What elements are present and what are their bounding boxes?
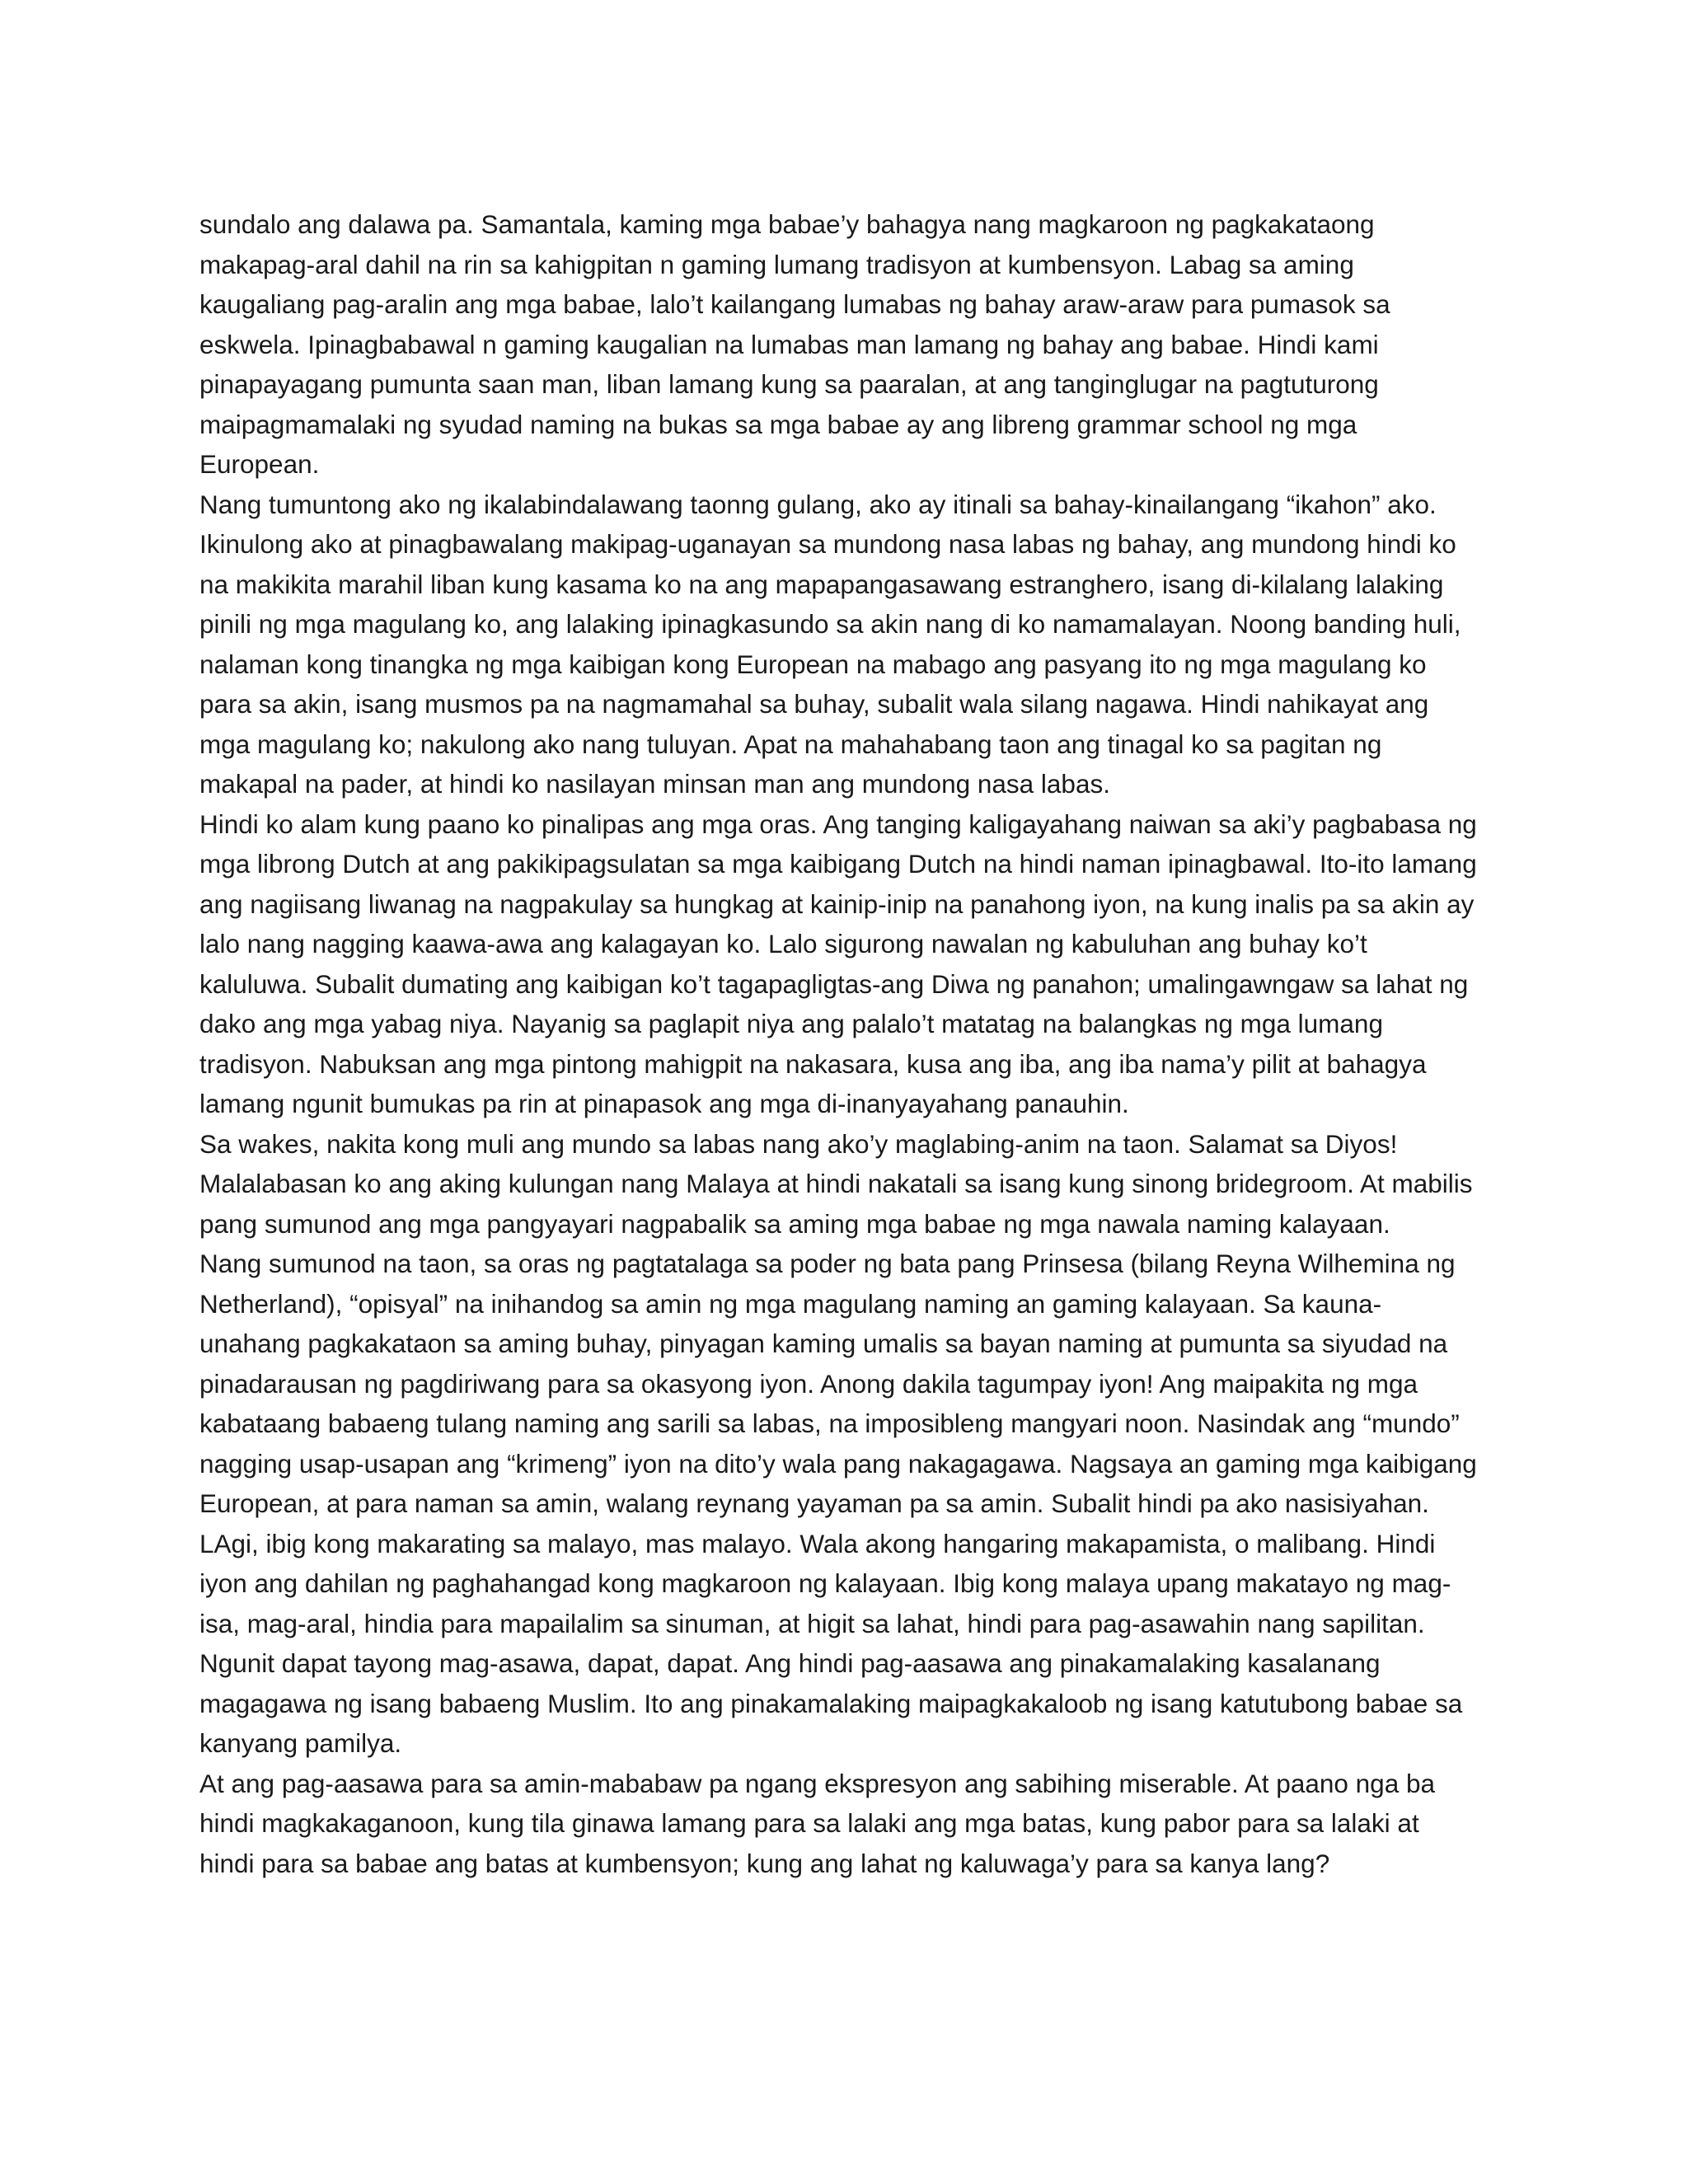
body-text (199, 204, 1518, 1883)
text-line: eskwela. Ipinagbabawal n gaming kaugalian na lumabas man lamang ng bahay ang babae. Hindi kami (199, 329, 1379, 359)
text-line: European. (199, 449, 320, 479)
text-line: mga librong Dutch at ang pakikipagsulatan sa mga kaibigang Dutch na hindi naman ipinagbawal. Ito-ito lamang (199, 849, 1477, 879)
text-line: nagging usap-usapan ang “krimeng” iyon na dito’y wala pang nakagagawa. Nagsaya an gaming mga kaibigang (199, 1448, 1477, 1479)
text-line: maipagmamalaki ng syudad naming na bukas sa mga babae ay ang libreng grammar school ng mga (199, 409, 1357, 439)
text-line: Ngunit dapat tayong mag-asawa, dapat, dapat. Ang hindi pag-aasawa ang pinakamalaking kasalanang (199, 1648, 1381, 1678)
text-line: na makikita marahil liban kung kasama ko na ang mapapangasawang estranghero, isang di-kilalang lalaking (199, 569, 1444, 599)
text-line: Sa wakes, nakita kong muli ang mundo sa labas nang ako’y maglabing-anim na taon. Salamat sa Diyos! (199, 1128, 1398, 1159)
text-line: makapal na pader, at hindi ko nasilayan minsan man ang mundong nasa labas. (199, 769, 1110, 799)
text-line: Nang tumuntong ako ng ikalabindalawang taonng gulang, ako ay itinali sa bahay-kinailangang “ikahon” ako. (199, 489, 1437, 519)
text-line: nalaman kong tinangka ng mga kaibigan kong European na mabago ang pasyang ito ng mga magulang ko (199, 649, 1427, 679)
text-line: sundalo ang dalawa pa. Samantala, kaming mga babae’y bahagya nang magkaroon ng pagkakataong (199, 209, 1375, 239)
text-line: Hindi ko alam kung paano ko pinalipas ang mga oras. Ang tanging kaligayahang naiwan sa aki’y pagbabasa ng (199, 808, 1477, 839)
text-line: At ang pag-aasawa para sa amin-mababaw pa ngang ekspresyon ang sabihing miserable. At paano nga ba (199, 1768, 1436, 1798)
text-line: hindi magkakaganoon, kung tila ginawa lamang para sa lalaki ang mga batas, kung pabor para sa lalaki at (199, 1808, 1419, 1838)
text-line: iyon ang dahilan ng paghahangad kong magkaroon ng kalayaan. Ibig kong malaya upang makatayo ng mag- (199, 1568, 1451, 1598)
text-line: LAgi, ibig kong makarating sa malayo, mas malayo. Wala akong hangaring makapamista, o malibang. Hindi (199, 1528, 1436, 1558)
text-line: kaluluwa. Subalit dumating ang kaibigan ko’t tagapagligtas-ang Diwa ng panahon; umalingawngaw sa lahat ng (199, 968, 1469, 999)
text-line: dako ang mga yabag niya. Nayanig sa paglapit niya ang palalo’t matatag na balangkas ng mga lumang (199, 1009, 1383, 1038)
text-line: makapag-aral dahil na rin sa kahigpitan n gaming lumang tradisyon at kumbensyon. Labag sa aming (199, 249, 1354, 279)
text-line: ang nagiisang liwanag na nagpakulay sa hungkag at kainip-inip na panahong iyon, na kung inalis pa sa akin ay (199, 888, 1475, 919)
text-line: Nang sumunod na taon, sa oras ng pagtatalaga sa poder ng bata pang Prinsesa (bilang Reyna Wilhemina ng (199, 1249, 1456, 1278)
text-line: pinili ng mga magulang ko, ang lalaking ipinagkasundo sa akin nang di ko namamalayan. Noong banding huli, (199, 609, 1461, 639)
text-line: kanyang pamilya. (199, 1728, 402, 1758)
text-line: isa, mag-aral, hindia para mapailalim sa sinuman, at higit sa lahat, hindi para pag-asawahin nang sapilitan. (199, 1608, 1425, 1638)
text-line: pang sumunod ang mga pangyayari nagpabalik sa aming mga babae ng mga nawala naming kalayaan. (199, 1208, 1390, 1239)
text-line: kabataang babaeng tulang naming ang sarili sa labas, na imposibleng mangyari noon. Nasindak ang “mundo” (199, 1408, 1460, 1438)
text-line: Netherland), “opisyal” na inihandog sa amin ng mga magulang naming an gaming kalayaan. Sa kauna- (199, 1288, 1382, 1319)
text-line: pinapayagang pumunta saan man, liban lamang kung sa paaralan, at ang tanginglugar na pagtuturong (199, 369, 1379, 399)
text-line: lalo nang nagging kaawa-awa ang kalagayan ko. Lalo sigurong nawalan ng kabuluhan ang buhay ko’t (199, 929, 1367, 958)
text-line: European, at para naman sa amin, walang reynang yayaman pa sa amin. Subalit hindi pa ako nasisiyahan. (199, 1488, 1429, 1518)
text-line: Ikinulong ako at pinagbawalang makipag-uganayan sa mundong nasa labas ng bahay, ang mundong hindi ko (199, 529, 1456, 559)
text-line: pinadarausan ng pagdiriwang para sa okasyong iyon. Anong dakila tagumpay iyon! Ang maipakita ng mga (199, 1368, 1418, 1399)
text-line: mga magulang ko; nakulong ako nang tuluyan. Apat na mahahabang taon ang tinagal ko sa pagitan ng (199, 729, 1382, 759)
text-line: tradisyon. Nabuksan ang mga pintong mahigpit na nakasara, kusa ang iba, ang iba nama’y pilit at bahagya (199, 1048, 1427, 1079)
text-line: hindi para sa babae ang batas at kumbensyon; kung ang lahat ng kaluwaga’y para sa kanya lang? (199, 1848, 1330, 1878)
text-line: magagawa ng isang babaeng Muslim. Ito ang pinakamalaking maipagkakaloob ng isang katutubong babae sa (199, 1688, 1463, 1718)
text-line: unahang pagkakataon sa aming buhay, pinyagan kaming umalis sa bayan naming at pumunta sa siyudad na (199, 1329, 1448, 1358)
text-line: lamang ngunit bumukas pa rin at pinapasok ang mga di-inanyayahang panauhin. (199, 1089, 1129, 1118)
text-line: kaugaliang pag-aralin ang mga babae, lalo’t kailangang lumabas ng bahay araw-araw para pumasok sa (199, 289, 1390, 319)
text-line: Malalabasan ko ang aking kulungan nang Malaya at hindi nakatali sa isang kung sinong bridegroom. At mabilis (199, 1169, 1473, 1198)
text-line: para sa akin, isang musmos pa na nagmamahal sa buhay, subalit wala silang nagawa. Hindi nahikayat ang (199, 689, 1429, 719)
